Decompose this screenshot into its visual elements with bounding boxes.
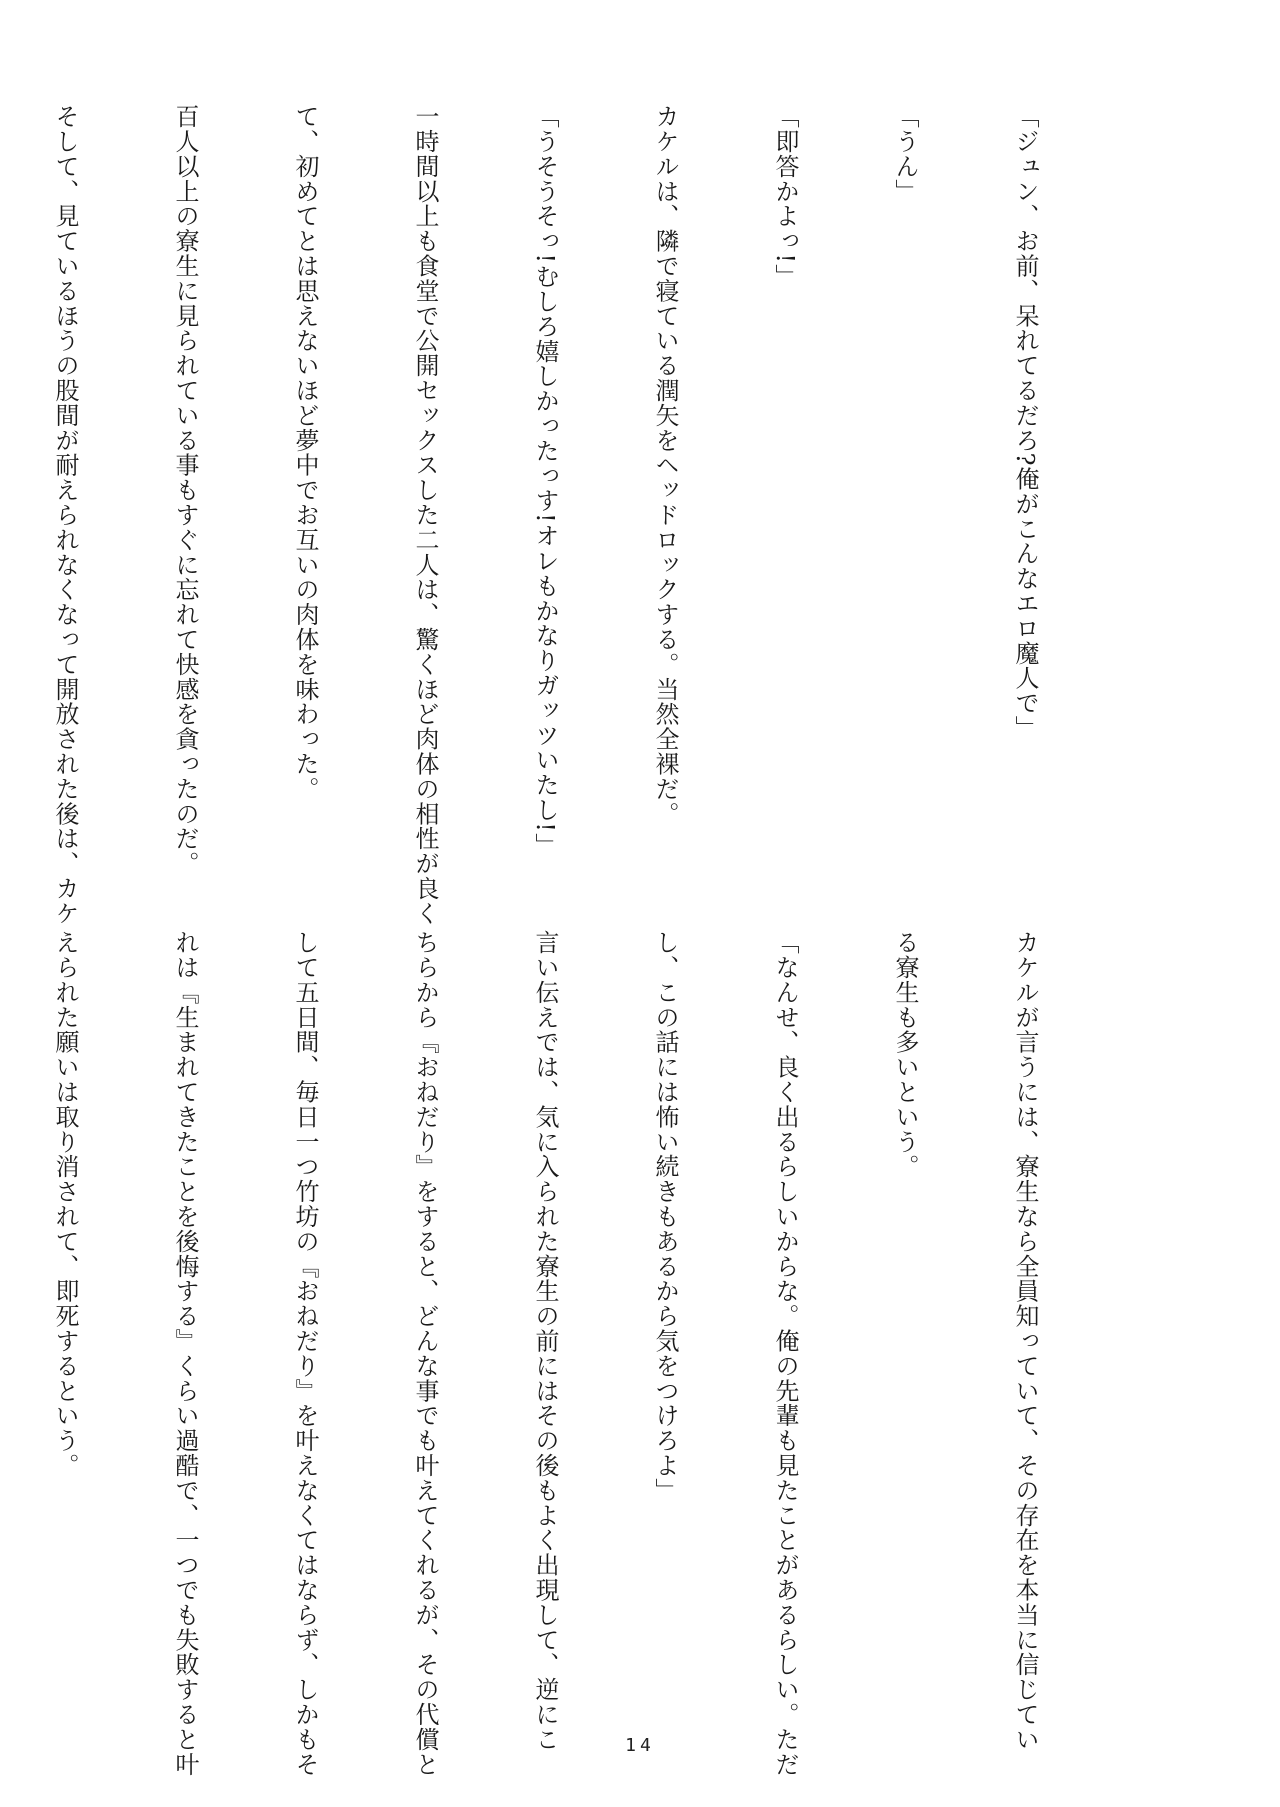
text-line: 「うん」 (891, 104, 919, 204)
text-line: カケルは、隣で寝ている潤矢をヘッドロックする。当然全裸だ。 (651, 104, 679, 827)
text-line: 百人以上の寮生に見られている事もすぐに忘れて快感を貪ったのだ。 (171, 104, 199, 876)
text-line: 「なんせ、良く出るらしいからな。俺の先輩も見たことがあるらしい。ただ (771, 930, 799, 1777)
text-line: る寮生も多いという。 (891, 930, 919, 1179)
text-line: 「即答かよっ!」 (771, 104, 799, 289)
text-line: れは『生まれてきたことを後悔する』くらい過酷で、一つでも失敗すると叶 (171, 930, 199, 1777)
text-line: 一時間以上も食堂で公開セックスした二人は、驚くほど肉体の相性が良く (411, 104, 439, 926)
text-line: て、初めてとは思えないほど夢中でお互いの肉体を味わった。 (291, 104, 319, 802)
text-line: 言い伝えでは、気に入られた寮生の前にはその後もよく出現して、逆にこ (531, 930, 559, 1752)
text-line: ちらから『おねだり』をすると、どんな事でも叶えてくれるが、その代償と (411, 930, 439, 1777)
text-line: えられた願いは取り消されて、即死するという。 (51, 930, 79, 1478)
text-line: して五日間、毎日一つ竹坊の『おねだり』を叶えなくてはならず、しかもそ (291, 930, 319, 1777)
text-line: 「うそうそっ!むしろ嬉しかったっす!オレもかなりガッツいたし!」 (531, 104, 559, 858)
upper-text-block (51, 104, 1125, 926)
text-line: 「ジュン、お前、呆れてるだろ?俺がこんなエロ魔人で」 (1011, 104, 1039, 741)
text-line: し、この話には怖い続きもあるから気をつけろよ」 (651, 930, 679, 1503)
text-line: カケルが言うには、寮生なら全員知っていて、その存在を本当に信じてい (1011, 930, 1039, 1752)
page-number: 14 (625, 1735, 655, 1756)
text-line: そして、見ているほうの股間が耐えられなくなって開放された後は、カケ (51, 104, 79, 926)
